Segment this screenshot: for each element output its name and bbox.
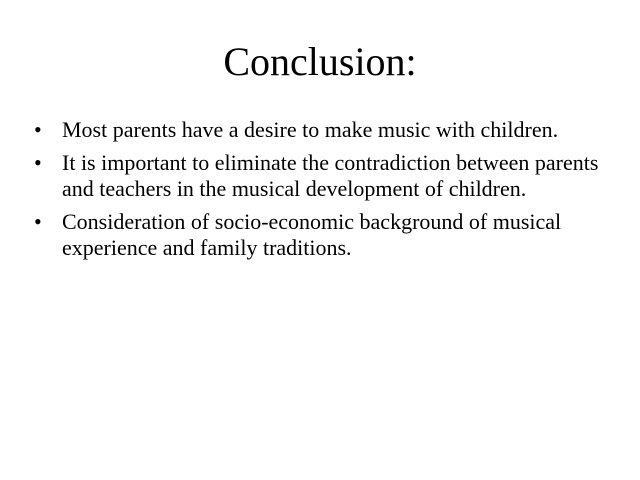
bullet-list — [30, 117, 610, 268]
bullet-text: Most parents have a desire to make music with children. — [62, 117, 559, 142]
list-item — [30, 150, 610, 202]
list-item — [30, 209, 610, 261]
bullet-text: It is important to eliminate the contradiction between parents and teachers in the musical development of children. — [62, 150, 599, 201]
bullet-icon: • — [34, 209, 42, 234]
bullet-icon: • — [34, 150, 42, 175]
bullet-icon: • — [34, 117, 42, 142]
list-item — [30, 117, 610, 143]
slide-title: Conclusion: — [223, 39, 417, 84]
bullet-text: Consideration of socio-economic background of musical experience and family traditions. — [62, 209, 562, 260]
